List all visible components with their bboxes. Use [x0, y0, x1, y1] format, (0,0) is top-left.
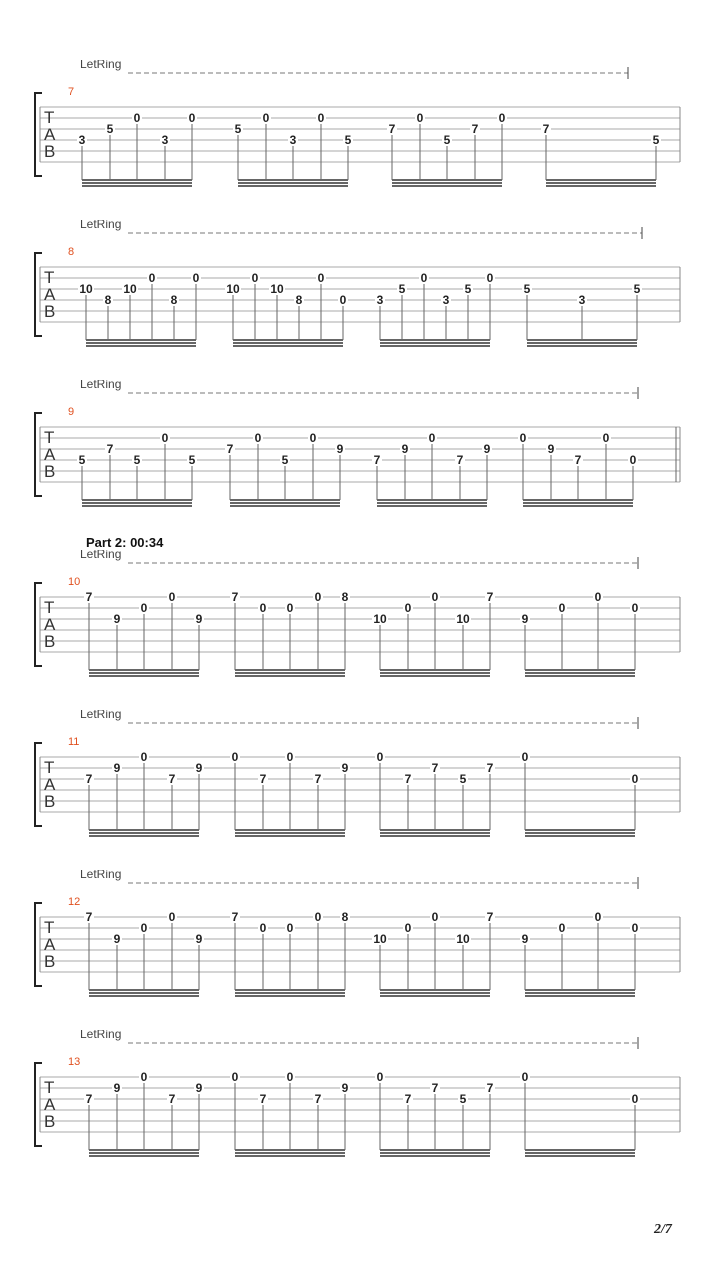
- fret-number: 0: [317, 271, 325, 285]
- fret-number: 0: [262, 111, 270, 125]
- fret-number: 0: [231, 750, 239, 764]
- tab-clef-letter: T: [44, 1078, 55, 1097]
- fret-number: 5: [188, 453, 196, 467]
- page-number: 2/7: [654, 1222, 672, 1237]
- fret-number: 8: [104, 293, 112, 307]
- tab-system: [0, 550, 720, 710]
- tab-clef-letter: B: [44, 1112, 56, 1131]
- fret-number: 5: [281, 453, 289, 467]
- fret-number: 0: [168, 590, 176, 604]
- fret-number: 0: [254, 431, 262, 445]
- fret-number: 7: [168, 1092, 176, 1106]
- fret-number: 9: [483, 442, 491, 456]
- fret-number: 0: [133, 111, 141, 125]
- fret-number: 7: [259, 1092, 267, 1106]
- tab-clef-letter: B: [44, 792, 56, 811]
- fret-number: 5: [106, 122, 114, 136]
- fret-number: 7: [431, 761, 439, 775]
- fret-number: 0: [286, 750, 294, 764]
- tab-clef-letter: B: [44, 952, 56, 971]
- fret-number: 0: [188, 111, 196, 125]
- fret-number: 7: [542, 122, 550, 136]
- fret-number: 9: [547, 442, 555, 456]
- tab-system: [0, 710, 720, 870]
- fret-number: 7: [314, 772, 322, 786]
- fret-number: 9: [113, 1081, 121, 1095]
- fret-number: 9: [195, 932, 203, 946]
- fret-number: 7: [486, 590, 494, 604]
- fret-number: 8: [295, 293, 303, 307]
- system-bracket: [35, 93, 42, 176]
- fret-number: 10: [270, 282, 284, 296]
- tab-clef-letter: B: [44, 142, 56, 161]
- fret-number: 0: [431, 590, 439, 604]
- tab-staff-svg: [0, 60, 720, 220]
- fret-number: 0: [231, 1070, 239, 1084]
- fret-number: 9: [521, 612, 529, 626]
- fret-number: 3: [289, 133, 297, 147]
- fret-number: 10: [226, 282, 240, 296]
- system-bracket: [35, 413, 42, 496]
- fret-number: 9: [341, 1081, 349, 1095]
- fret-number: 10: [373, 612, 387, 626]
- fret-number: 0: [168, 910, 176, 924]
- fret-number: 0: [339, 293, 347, 307]
- fret-number: 7: [85, 772, 93, 786]
- fret-number: 5: [443, 133, 451, 147]
- fret-number: 0: [404, 921, 412, 935]
- fret-number: 8: [341, 590, 349, 604]
- tab-clef-letter: A: [44, 285, 56, 304]
- fret-number: 7: [486, 910, 494, 924]
- fret-number: 5: [133, 453, 141, 467]
- tab-staff-svg: [0, 550, 720, 710]
- system-bracket: [35, 1063, 42, 1146]
- let-ring-label: LetRing: [80, 380, 122, 391]
- let-ring-label: LetRing: [80, 710, 122, 721]
- fret-number: 7: [486, 761, 494, 775]
- fret-number: 0: [558, 921, 566, 935]
- fret-number: 0: [404, 601, 412, 615]
- fret-number: 9: [113, 612, 121, 626]
- fret-number: 7: [226, 442, 234, 456]
- fret-number: 7: [373, 453, 381, 467]
- fret-number: 0: [519, 431, 527, 445]
- fret-number: 0: [140, 750, 148, 764]
- fret-number: 7: [106, 442, 114, 456]
- bar-number: 8: [68, 246, 75, 258]
- fret-number: 7: [404, 772, 412, 786]
- fret-number: 9: [336, 442, 344, 456]
- fret-number: 3: [442, 293, 450, 307]
- fret-number: 7: [314, 1092, 322, 1106]
- fret-number: 0: [140, 601, 148, 615]
- bar-number: 12: [68, 896, 81, 908]
- fret-number: 9: [195, 761, 203, 775]
- fret-number: 0: [192, 271, 200, 285]
- fret-number: 3: [578, 293, 586, 307]
- fret-number: 0: [602, 431, 610, 445]
- fret-number: 0: [140, 1070, 148, 1084]
- tab-system: [0, 380, 720, 540]
- fret-number: 9: [113, 761, 121, 775]
- fret-number: 0: [416, 111, 424, 125]
- fret-number: 3: [78, 133, 86, 147]
- fret-number: 0: [631, 921, 639, 935]
- fret-number: 7: [231, 590, 239, 604]
- fret-number: 0: [259, 921, 267, 935]
- fret-number: 0: [251, 271, 259, 285]
- fret-number: 0: [148, 271, 156, 285]
- fret-number: 9: [113, 932, 121, 946]
- tab-staff-svg: [0, 870, 720, 1030]
- fret-number: 5: [459, 1092, 467, 1106]
- let-ring-label: LetRing: [80, 220, 122, 231]
- fret-number: 7: [85, 910, 93, 924]
- fret-number: 9: [521, 932, 529, 946]
- system-bracket: [35, 743, 42, 826]
- tab-clef-letter: B: [44, 302, 56, 321]
- fret-number: 0: [521, 750, 529, 764]
- fret-number: 0: [521, 1070, 529, 1084]
- fret-number: 9: [401, 442, 409, 456]
- fret-number: 5: [459, 772, 467, 786]
- fret-number: 0: [309, 431, 317, 445]
- system-bracket: [35, 583, 42, 666]
- fret-number: 7: [168, 772, 176, 786]
- fret-number: 0: [431, 910, 439, 924]
- fret-number: 0: [594, 910, 602, 924]
- fret-number: 5: [633, 282, 641, 296]
- fret-number: 0: [317, 111, 325, 125]
- let-ring-label: LetRing: [80, 550, 122, 561]
- tab-clef-letter: T: [44, 428, 55, 447]
- bar-number: 11: [68, 736, 80, 748]
- fret-number: 5: [652, 133, 660, 147]
- bar-number: 7: [68, 86, 75, 98]
- fret-number: 7: [404, 1092, 412, 1106]
- fret-number: 5: [78, 453, 86, 467]
- tab-staff-svg: [0, 380, 720, 540]
- tab-clef-letter: T: [44, 758, 55, 777]
- tab-staff-svg: [0, 710, 720, 870]
- fret-number: 10: [456, 932, 470, 946]
- fret-number: 0: [314, 910, 322, 924]
- fret-number: 7: [574, 453, 582, 467]
- tab-clef-letter: A: [44, 445, 56, 464]
- fret-number: 8: [341, 910, 349, 924]
- tab-clef-letter: A: [44, 615, 56, 634]
- fret-number: 0: [631, 601, 639, 615]
- fret-number: 0: [486, 271, 494, 285]
- fret-number: 3: [376, 293, 384, 307]
- fret-number: 0: [428, 431, 436, 445]
- fret-number: 0: [594, 590, 602, 604]
- system-bracket: [35, 253, 42, 336]
- fret-number: 3: [161, 133, 169, 147]
- tab-clef-letter: B: [44, 462, 56, 481]
- fret-number: 9: [195, 612, 203, 626]
- tab-staff-svg: [0, 220, 720, 380]
- let-ring-label: LetRing: [80, 60, 122, 71]
- fret-number: 0: [286, 921, 294, 935]
- fret-number: 8: [170, 293, 178, 307]
- fret-number: 0: [259, 601, 267, 615]
- fret-number: 7: [431, 1081, 439, 1095]
- tab-clef-letter: T: [44, 918, 55, 937]
- tab-system: [0, 1030, 720, 1190]
- fret-number: 5: [234, 122, 242, 136]
- fret-number: 10: [79, 282, 93, 296]
- fret-number: 7: [85, 1092, 93, 1106]
- bar-number: 10: [68, 576, 81, 588]
- system-bracket: [35, 903, 42, 986]
- fret-number: 9: [195, 1081, 203, 1095]
- fret-number: 0: [631, 1092, 639, 1106]
- fret-number: 7: [456, 453, 464, 467]
- part-label: Part 2: 00:34: [86, 535, 164, 550]
- tab-clef-letter: A: [44, 775, 56, 794]
- fret-number: 7: [471, 122, 479, 136]
- fret-number: 0: [286, 601, 294, 615]
- tab-clef-letter: T: [44, 108, 55, 127]
- fret-number: 5: [344, 133, 352, 147]
- fret-number: 10: [456, 612, 470, 626]
- tab-clef-letter: A: [44, 935, 56, 954]
- fret-number: 0: [140, 921, 148, 935]
- fret-number: 0: [376, 1070, 384, 1084]
- tab-clef-letter: A: [44, 125, 56, 144]
- fret-number: 5: [464, 282, 472, 296]
- fret-number: 5: [398, 282, 406, 296]
- fret-number: 7: [231, 910, 239, 924]
- fret-number: 0: [420, 271, 428, 285]
- fret-number: 0: [558, 601, 566, 615]
- tab-clef-letter: B: [44, 632, 56, 651]
- fret-number: 0: [286, 1070, 294, 1084]
- fret-number: 0: [314, 590, 322, 604]
- let-ring-label: LetRing: [80, 1030, 122, 1041]
- bar-number: 13: [68, 1056, 81, 1068]
- fret-number: 0: [161, 431, 169, 445]
- fret-number: 0: [631, 772, 639, 786]
- fret-number: 10: [123, 282, 137, 296]
- tab-staff-svg: [0, 1030, 720, 1190]
- fret-number: 9: [341, 761, 349, 775]
- tab-system: [0, 60, 720, 220]
- fret-number: 7: [388, 122, 396, 136]
- fret-number: 7: [486, 1081, 494, 1095]
- let-ring-label: LetRing: [80, 870, 122, 881]
- fret-number: 5: [523, 282, 531, 296]
- tab-system: [0, 220, 720, 380]
- fret-number: 0: [629, 453, 637, 467]
- fret-number: 7: [85, 590, 93, 604]
- tab-clef-letter: T: [44, 598, 55, 617]
- bar-number: 9: [68, 406, 75, 418]
- fret-number: 0: [376, 750, 384, 764]
- fret-number: 0: [498, 111, 506, 125]
- fret-number: 10: [373, 932, 387, 946]
- tab-clef-letter: T: [44, 268, 55, 287]
- fret-number: 7: [259, 772, 267, 786]
- tab-system: [0, 870, 720, 1030]
- tab-clef-letter: A: [44, 1095, 56, 1114]
